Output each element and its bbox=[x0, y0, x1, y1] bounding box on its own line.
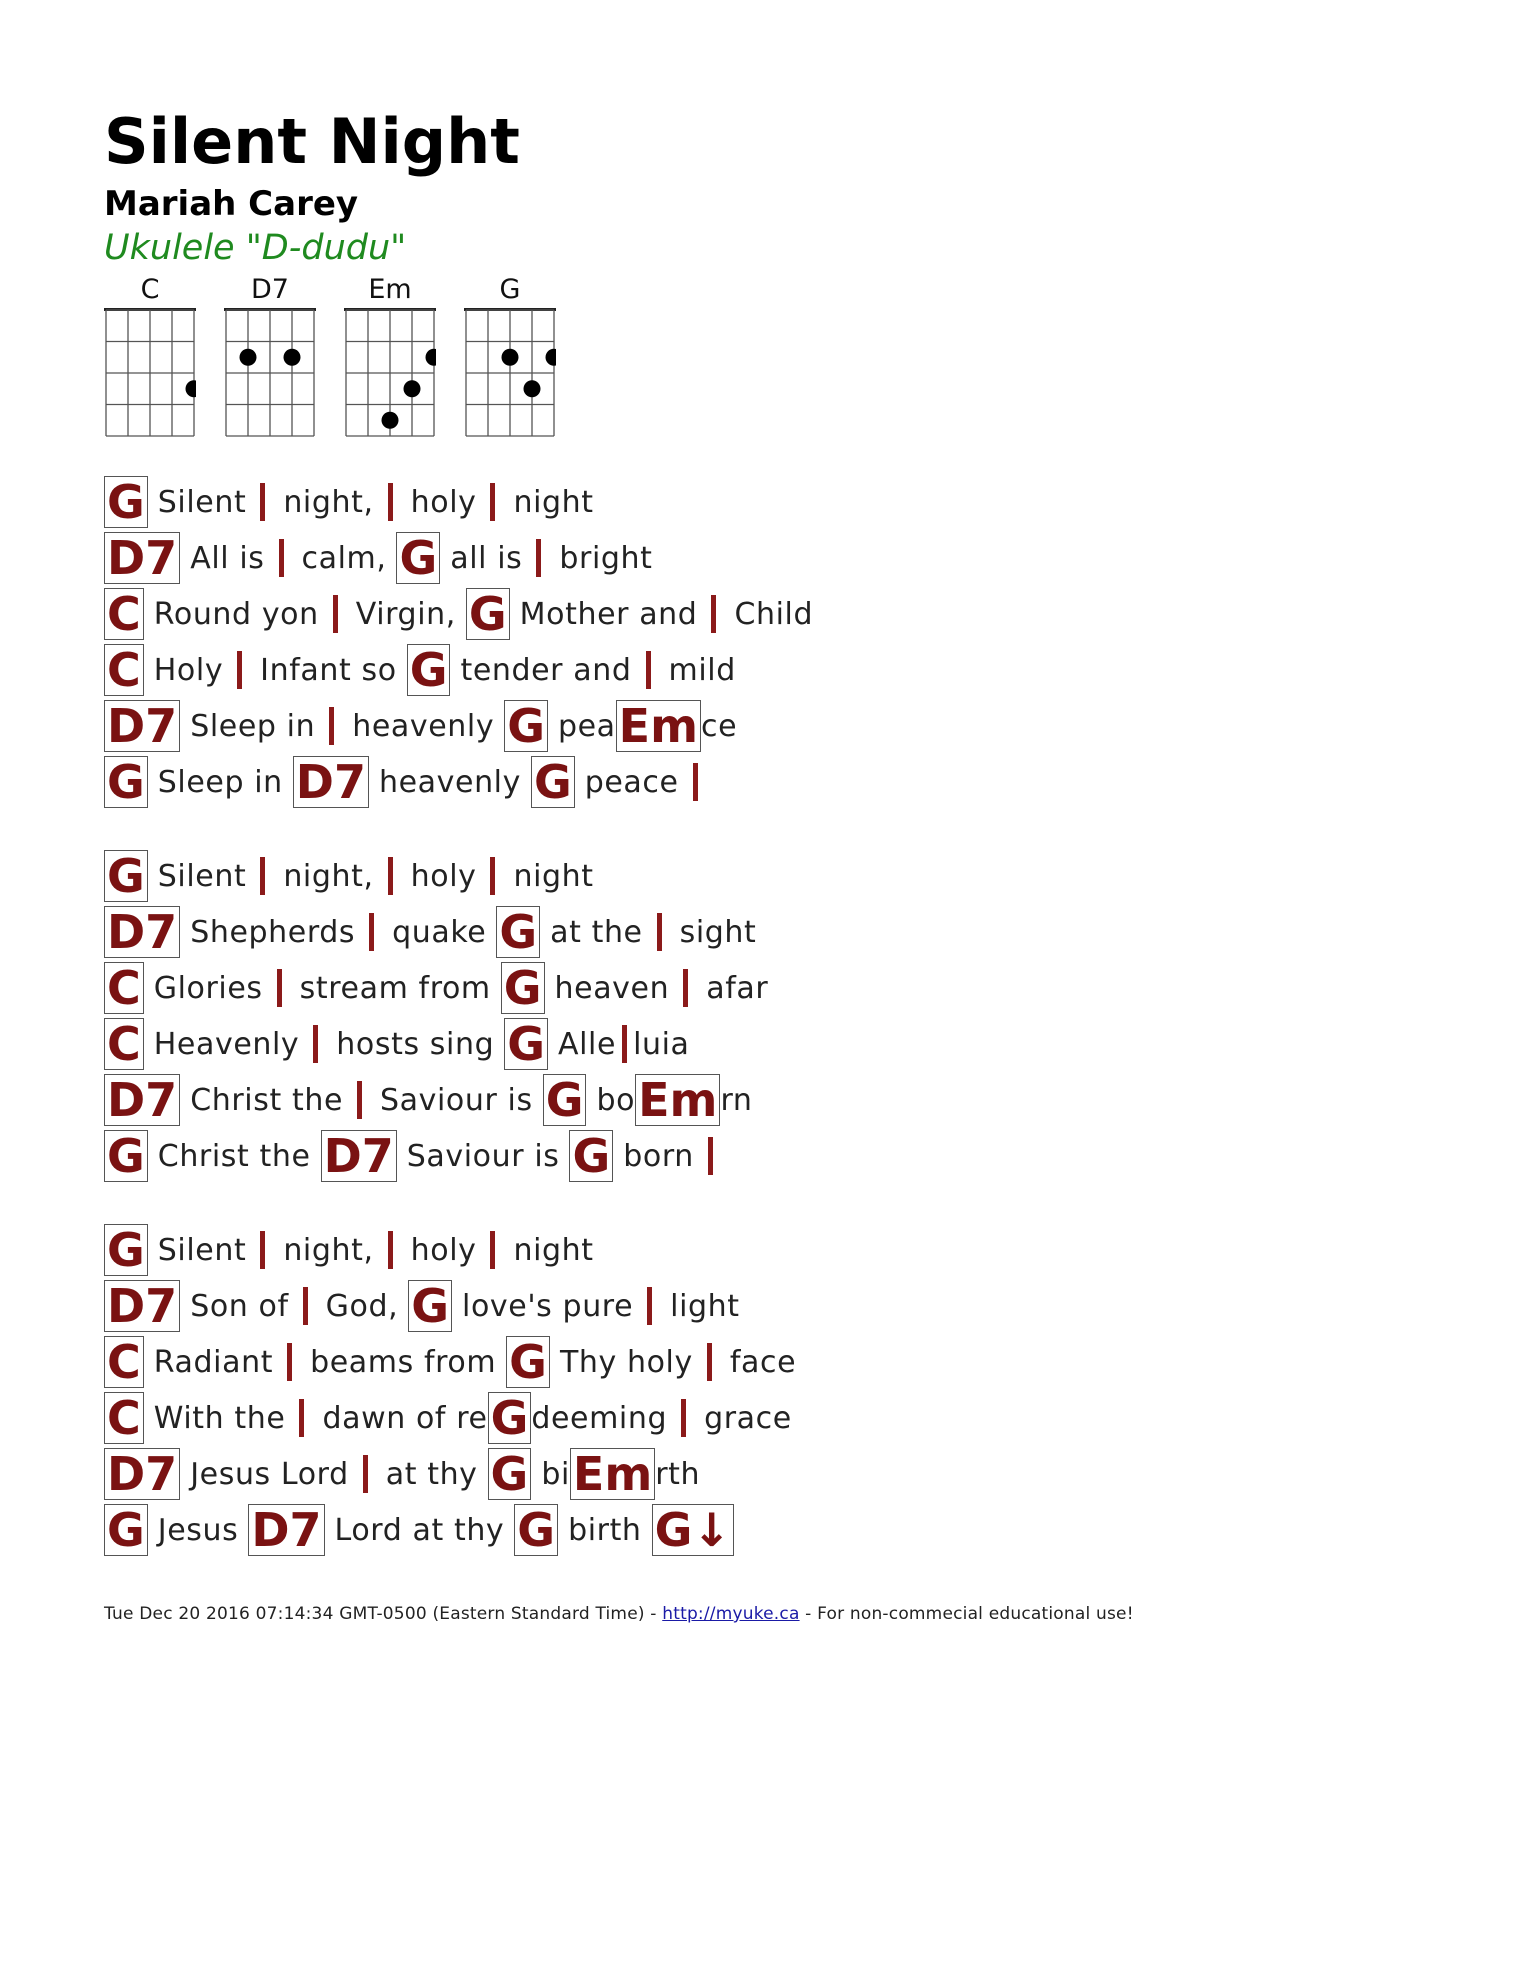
lyric-text: Sleep in bbox=[157, 764, 283, 800]
lyric-text: at thy bbox=[385, 1456, 478, 1492]
chord-diagram-d7 bbox=[224, 274, 316, 440]
chord-label: G bbox=[104, 476, 148, 528]
measure-bar bbox=[536, 539, 541, 577]
lyric-text: Holy bbox=[153, 652, 224, 688]
lyric-text: Lord at thy bbox=[334, 1512, 505, 1548]
lyric-text: all is bbox=[450, 540, 523, 576]
chord-diagrams bbox=[104, 274, 564, 440]
chord-label: G bbox=[506, 1336, 550, 1388]
lyric-text: Radiant bbox=[153, 1344, 274, 1380]
chord-label: D7 bbox=[321, 1130, 397, 1182]
measure-bar bbox=[711, 595, 716, 633]
chord-label: G bbox=[466, 588, 510, 640]
chord-diagram-c bbox=[104, 274, 196, 440]
chord-label: G bbox=[408, 1280, 452, 1332]
lyric-line bbox=[104, 530, 1434, 586]
measure-bar bbox=[279, 539, 284, 577]
measure-bar bbox=[260, 483, 265, 521]
lyric-text: heaven bbox=[554, 970, 670, 1006]
lyric-text: deeming bbox=[531, 1400, 668, 1436]
song-artist: Mariah Carey bbox=[104, 184, 359, 224]
chord-label: C bbox=[104, 962, 144, 1014]
lyric-text: bi bbox=[541, 1456, 570, 1492]
lyric-line bbox=[104, 1390, 1434, 1446]
lyric-text: hosts sing bbox=[336, 1026, 495, 1062]
lyric-text: tender and bbox=[460, 652, 632, 688]
measure-bar bbox=[388, 857, 393, 895]
chord-label: C bbox=[104, 588, 144, 640]
footer-timestamp: Tue Dec 20 2016 07:14:34 GMT-0500 (Eastern Standard Time) - bbox=[104, 1604, 663, 1624]
chord-label: C bbox=[104, 1018, 144, 1070]
lyric-text: grace bbox=[704, 1400, 792, 1436]
lyric-text: mild bbox=[668, 652, 736, 688]
lyric-text: peace bbox=[584, 764, 679, 800]
lyric-text: With the bbox=[153, 1400, 286, 1436]
chord-label: G bbox=[396, 532, 440, 584]
measure-bar bbox=[363, 1455, 368, 1493]
measure-bar bbox=[693, 763, 698, 801]
measure-bar bbox=[388, 1231, 393, 1269]
measure-bar bbox=[260, 857, 265, 895]
lyric-text: All is bbox=[190, 540, 265, 576]
lyric-text: sight bbox=[679, 914, 757, 950]
lyric-text: Silent bbox=[157, 484, 247, 520]
lyric-text: birth bbox=[568, 1512, 642, 1548]
measure-bar bbox=[287, 1343, 292, 1381]
chord-label: G bbox=[104, 850, 148, 902]
finger-dot bbox=[284, 349, 301, 366]
lyric-line bbox=[104, 642, 1434, 698]
lyric-text: rn bbox=[720, 1082, 753, 1118]
chord-label: G bbox=[531, 756, 575, 808]
fretboard-grid bbox=[104, 308, 196, 438]
stanza bbox=[104, 848, 1434, 1184]
measure-bar bbox=[299, 1399, 304, 1437]
chord-label: G bbox=[104, 1504, 148, 1556]
chord-label: D7 bbox=[104, 700, 180, 752]
finger-dot bbox=[524, 380, 541, 397]
finger-dot bbox=[546, 349, 557, 366]
measure-bar bbox=[708, 1137, 713, 1175]
finger-dot bbox=[186, 380, 197, 397]
chord-label: G bbox=[501, 962, 545, 1014]
fretboard-grid bbox=[344, 308, 436, 438]
lyric-text: Infant so bbox=[260, 652, 397, 688]
lyric-text: night bbox=[513, 1232, 594, 1268]
lyric-text: night bbox=[513, 858, 594, 894]
chord-label: G bbox=[104, 756, 148, 808]
lyric-line bbox=[104, 474, 1434, 530]
lyric-line bbox=[104, 1334, 1434, 1390]
lyric-text: Jesus Lord bbox=[190, 1456, 349, 1492]
measure-bar bbox=[333, 595, 338, 633]
lyric-text: bright bbox=[559, 540, 653, 576]
lyric-text: beams from bbox=[310, 1344, 497, 1380]
measure-bar bbox=[683, 969, 688, 1007]
chord-label: G bbox=[543, 1074, 587, 1126]
lyric-line bbox=[104, 1072, 1434, 1128]
chord-label: C bbox=[104, 644, 144, 696]
footer-note: - For non-commecial educational use! bbox=[799, 1604, 1134, 1624]
lyric-text: holy bbox=[410, 858, 477, 894]
measure-bar bbox=[490, 857, 495, 895]
lyric-text: Christ the bbox=[157, 1138, 311, 1174]
measure-bar bbox=[357, 1081, 362, 1119]
chord-label: D7 bbox=[104, 1280, 180, 1332]
measure-bar bbox=[490, 483, 495, 521]
chord-label: C bbox=[104, 1336, 144, 1388]
lyric-text: Thy holy bbox=[559, 1344, 693, 1380]
lyric-text: Alle bbox=[558, 1026, 617, 1062]
chord-diagram-name: D7 bbox=[251, 274, 289, 305]
chord-label: G↓ bbox=[652, 1504, 734, 1556]
instrument-tuning: Ukulele "D-dudu" bbox=[104, 228, 407, 268]
song-title: Silent Night bbox=[104, 105, 520, 178]
lyric-line bbox=[104, 1128, 1434, 1184]
measure-bar bbox=[707, 1343, 712, 1381]
lyric-text: heavenly bbox=[352, 708, 495, 744]
chord-label: Em bbox=[616, 700, 701, 752]
chord-label: D7 bbox=[104, 532, 180, 584]
chord-label: G bbox=[569, 1130, 613, 1182]
lyric-line bbox=[104, 1446, 1434, 1502]
lyric-text: pea bbox=[557, 708, 616, 744]
chord-label: D7 bbox=[104, 906, 180, 958]
chord-diagram-g bbox=[464, 274, 556, 440]
lyric-text: Heavenly bbox=[153, 1026, 300, 1062]
chord-label: G bbox=[504, 700, 548, 752]
measure-bar bbox=[490, 1231, 495, 1269]
measure-bar bbox=[647, 1287, 652, 1325]
lyric-text: holy bbox=[410, 1232, 477, 1268]
lyric-text: Shepherds bbox=[190, 914, 356, 950]
measure-bar bbox=[657, 913, 662, 951]
lyric-line bbox=[104, 960, 1434, 1016]
lyric-text: calm, bbox=[301, 540, 387, 576]
lyric-text: night, bbox=[283, 1232, 374, 1268]
lyric-line bbox=[104, 698, 1434, 754]
lyric-line bbox=[104, 904, 1434, 960]
measure-bar bbox=[329, 707, 334, 745]
chord-label: D7 bbox=[293, 756, 369, 808]
lyric-text: night bbox=[513, 484, 594, 520]
chord-label: G bbox=[488, 1448, 532, 1500]
lyric-text: Son of bbox=[190, 1288, 289, 1324]
lyric-text: night, bbox=[283, 858, 374, 894]
lyric-text: afar bbox=[706, 970, 769, 1006]
lyric-text: Silent bbox=[157, 858, 247, 894]
lyric-text: Silent bbox=[157, 1232, 247, 1268]
chord-diagram-name: G bbox=[499, 274, 521, 305]
chord-label: G bbox=[488, 1392, 532, 1444]
lyric-text: heavenly bbox=[379, 764, 521, 800]
lyric-text: Child bbox=[734, 596, 814, 632]
lyric-text: rth bbox=[655, 1456, 701, 1492]
lyric-line bbox=[104, 1222, 1434, 1278]
lyric-line bbox=[104, 848, 1434, 904]
finger-dot bbox=[240, 349, 257, 366]
chord-label: G bbox=[104, 1224, 148, 1276]
stanza bbox=[104, 474, 1434, 810]
stanza bbox=[104, 1222, 1434, 1558]
lyric-text: Round yon bbox=[153, 596, 319, 632]
fretboard-grid bbox=[464, 308, 556, 438]
measure-bar bbox=[388, 483, 393, 521]
measure-bar bbox=[681, 1399, 686, 1437]
lyric-text: quake bbox=[392, 914, 487, 950]
chord-label: G bbox=[496, 906, 540, 958]
lyric-text: Saviour is bbox=[380, 1082, 533, 1118]
lyric-text: Virgin, bbox=[355, 596, 456, 632]
finger-dot bbox=[382, 412, 399, 429]
measure-bar bbox=[303, 1287, 308, 1325]
lyric-text: night, bbox=[283, 484, 374, 520]
chord-label: D7 bbox=[104, 1074, 180, 1126]
finger-dot bbox=[502, 349, 519, 366]
lyric-text: light bbox=[670, 1288, 740, 1324]
song-lyrics bbox=[104, 474, 1434, 1558]
chord-label: D7 bbox=[248, 1504, 324, 1556]
footer bbox=[104, 1604, 1134, 1624]
lyric-text: Christ the bbox=[190, 1082, 343, 1118]
lyric-text: bo bbox=[596, 1082, 636, 1118]
lyric-text: holy bbox=[410, 484, 477, 520]
lyric-text: ce bbox=[701, 708, 738, 744]
measure-bar bbox=[646, 651, 651, 689]
lyric-text: face bbox=[729, 1344, 797, 1380]
lyric-text: stream from bbox=[299, 970, 491, 1006]
lyric-text: Saviour is bbox=[406, 1138, 560, 1174]
lyric-text: dawn of re bbox=[322, 1400, 488, 1436]
chord-diagram-name: C bbox=[140, 274, 160, 305]
measure-bar bbox=[277, 969, 282, 1007]
lyric-text: Sleep in bbox=[190, 708, 316, 744]
lyric-line bbox=[104, 586, 1434, 642]
chord-label: G bbox=[514, 1504, 558, 1556]
lyric-text: luia bbox=[633, 1026, 690, 1062]
measure-bar bbox=[313, 1025, 318, 1063]
chord-label: D7 bbox=[104, 1448, 180, 1500]
chord-diagram-em bbox=[344, 274, 436, 440]
lyric-text: Jesus bbox=[157, 1512, 239, 1548]
song-sheet bbox=[104, 102, 1434, 1596]
lyric-line bbox=[104, 1278, 1434, 1334]
chord-label: Em bbox=[635, 1074, 720, 1126]
chord-diagram-name: Em bbox=[368, 274, 412, 305]
footer-link[interactable]: http://myuke.ca bbox=[662, 1604, 800, 1624]
measure-bar bbox=[260, 1231, 265, 1269]
lyric-line bbox=[104, 1502, 1434, 1558]
measure-bar bbox=[622, 1025, 627, 1063]
lyric-text: born bbox=[623, 1138, 694, 1174]
chord-label: Em bbox=[570, 1448, 655, 1500]
lyric-text: at the bbox=[550, 914, 643, 950]
lyric-text: Mother and bbox=[519, 596, 698, 632]
lyric-line bbox=[104, 1016, 1434, 1072]
lyric-text: Glories bbox=[153, 970, 263, 1006]
measure-bar bbox=[237, 651, 242, 689]
chord-label: G bbox=[407, 644, 451, 696]
measure-bar bbox=[369, 913, 374, 951]
finger-dot bbox=[404, 380, 421, 397]
chord-label: G bbox=[104, 1130, 148, 1182]
chord-label: G bbox=[504, 1018, 548, 1070]
chord-label: C bbox=[104, 1392, 144, 1444]
lyric-text: God, bbox=[325, 1288, 399, 1324]
lyric-text: love's pure bbox=[462, 1288, 634, 1324]
fretboard-grid bbox=[224, 308, 316, 438]
finger-dot bbox=[426, 349, 437, 366]
lyric-line bbox=[104, 754, 1434, 810]
